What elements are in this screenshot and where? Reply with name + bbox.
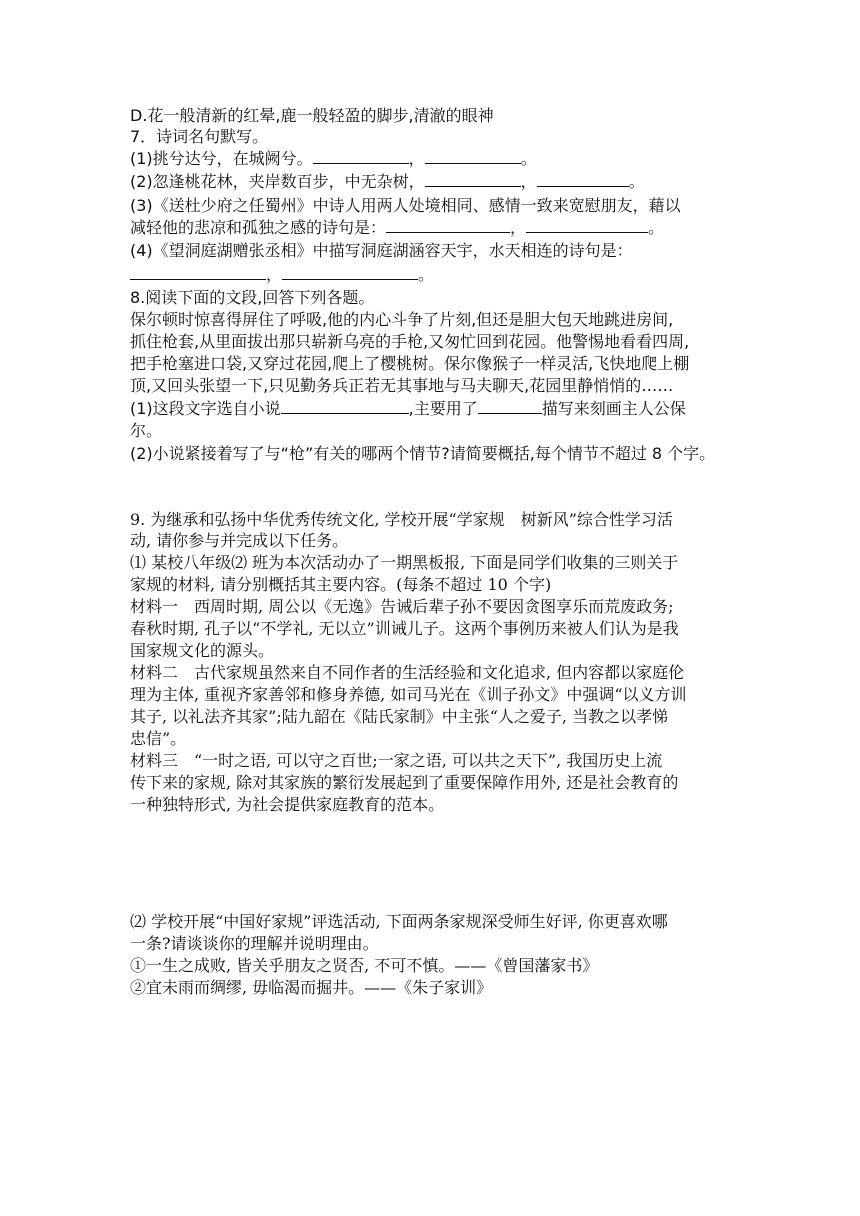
answer-blank[interactable] bbox=[537, 172, 629, 187]
q9-material-1: 春秋时期, 孔子以“不学礼, 无以立”训诫儿子。这两个事例历来被人们认为是我 bbox=[130, 619, 679, 638]
answer-blank[interactable] bbox=[386, 218, 510, 233]
q9-task-1-cont: 家规的材料, 请分别概括其主要内容。(每条不超过 10 个字) bbox=[130, 575, 552, 594]
q7-line-2-text: (2)忽逢桃花林，夹岸数百步，中无杂树， bbox=[130, 172, 425, 191]
q8-subquestion-1-cont: 尔。 bbox=[130, 421, 163, 440]
answer-blank[interactable] bbox=[478, 399, 542, 414]
q7-line-1-end: 。 bbox=[520, 149, 537, 168]
q9-material-3: 传下来的家规, 除对其家族的繁衍发展起到了重要保障作用外, 还是社会教育的 bbox=[130, 773, 679, 792]
q8-passage-line: 顶,又回头张望一下,只见勤务兵正若无其事地与马夫聊天,花园里静悄悄的…… bbox=[130, 376, 674, 395]
q9-material-3: 材料三 “一时之语, 可以守之百世;一家之语, 可以共之天下”, 我国历史上流 bbox=[130, 751, 663, 770]
q9-task-1: ⑴ 某校八年级⑵ 班为本次活动办了一期黑板报, 下面是同学们收集的三则关于 bbox=[130, 553, 679, 572]
answer-blank[interactable] bbox=[130, 265, 266, 280]
q9-rule-1: ①一生之成败, 皆关乎朋友之贤否, 不可不慎。——《曾国藩家书》 bbox=[130, 956, 599, 975]
q9-material-2: 理为主体, 重视齐家善邻和修身养德, 如司马光在《训子孙文》中强调“以义方训 bbox=[130, 685, 687, 704]
q8-sub1-text: ,主要用了 bbox=[408, 399, 478, 418]
q9-title: 9. 为继承和弘扬中华优秀传统文化, 学校开展“学家规 树新风”综合性学习活 bbox=[130, 510, 673, 529]
answer-blank[interactable] bbox=[425, 172, 521, 187]
q7-line-3b bbox=[130, 218, 664, 238]
answer-blank[interactable] bbox=[425, 149, 521, 164]
q9-material-2: 忠信”。 bbox=[130, 729, 187, 748]
q7-line-2-sep: ， bbox=[520, 172, 537, 191]
q7-line-1 bbox=[130, 149, 537, 169]
answer-blank[interactable] bbox=[281, 399, 409, 414]
answer-blank[interactable] bbox=[313, 149, 409, 164]
q8-sub1-text: 描写来刻画主人公保 bbox=[541, 399, 686, 418]
q8-subquestion-2: (2)小说紧接着写了与“枪”有关的哪两个情节?请简要概括,每个情节不超过 8 个字。 bbox=[130, 444, 716, 463]
q7-line-4b-end: 。 bbox=[418, 265, 435, 284]
q8-passage-line: 把手枪塞进口袋,又穿过花园,爬上了樱桃树。保尔像猴子一样灵活,飞快地爬上棚 bbox=[130, 354, 690, 373]
q7-line-3a: (3)《送杜少府之任蜀州》中诗人用两人处境相同、感情一致来宽慰朋友，藉以 bbox=[130, 196, 681, 215]
q7-line-3b-end: 。 bbox=[648, 218, 665, 237]
q9-task-2-cont: 一条?请谈谈你的理解并说明理由。 bbox=[130, 934, 379, 953]
q7-line-4b bbox=[130, 265, 434, 285]
answer-blank[interactable] bbox=[282, 265, 418, 280]
q8-passage-line: 抓住枪套,从里面拔出那只崭新乌亮的手枪,又匆忙回到花园。他警惕地看看四周, bbox=[130, 332, 690, 351]
q6-option-d: D.花一般清新的红晕,鹿一般轻盈的脚步,清澈的眼神 bbox=[130, 106, 494, 125]
q8-passage-line: 保尔顿时惊喜得屏住了呼吸,他的内心斗争了片刻,但还是胆大包天地跳进房间, bbox=[130, 310, 674, 329]
q9-rule-2: ②宜未雨而绸缪, 毋临渴而掘井。——《朱子家训》 bbox=[130, 978, 493, 997]
q9-material-1: 材料一 西周时期, 周公以《无逸》告诫后辈子孙不要因贪图享乐而荒废政务; bbox=[130, 597, 674, 616]
q7-line-1-text: (1)挑兮达兮，在城阙兮。 bbox=[130, 149, 313, 168]
q9-material-2: 材料二 古代家规虽然来自不同作者的生活经验和文化追求, 但内容都以家庭伦 bbox=[130, 663, 685, 682]
q8-title: 8.阅读下面的文段,回答下列各题。 bbox=[130, 288, 375, 307]
q8-subquestion-1 bbox=[130, 399, 686, 419]
q7-line-2-end: 。 bbox=[628, 172, 645, 191]
q7-title: 7．诗词名句默写。 bbox=[130, 127, 269, 146]
q7-line-4a: (4)《望洞庭湖赠张丞相》中描写洞庭湖涵容天宇，水天相连的诗句是： bbox=[130, 241, 633, 260]
q7-line-4b-sep: ， bbox=[266, 265, 283, 284]
q8-sub1-text: (1)这段文字选自小说 bbox=[130, 399, 281, 418]
q7-line-1-sep: ， bbox=[408, 149, 425, 168]
q9-material-3: 一种独特形式, 为社会提供家庭教育的范本。 bbox=[130, 795, 445, 814]
q9-task-2: ⑵ 学校开展“中国好家规”评选活动, 下面两条家规深受师生好评, 你更喜欢哪 bbox=[130, 912, 668, 931]
q7-line-3b-sep: ， bbox=[510, 218, 527, 237]
q9-material-1: 国家规文化的源头。 bbox=[130, 641, 275, 660]
q7-line-2 bbox=[130, 172, 645, 192]
answer-blank[interactable] bbox=[526, 218, 648, 233]
q7-line-3b-text: 减轻他的悲凉和孤独之感的诗句是： bbox=[130, 218, 387, 237]
q9-material-2: 其子, 以礼法齐其家”;陆九韶在《陆氏家制》中主张“人之爱子, 当教之以孝悌 bbox=[130, 707, 669, 726]
q9-title-cont: 动, 请你参与并完成以下任务。 bbox=[130, 531, 349, 550]
